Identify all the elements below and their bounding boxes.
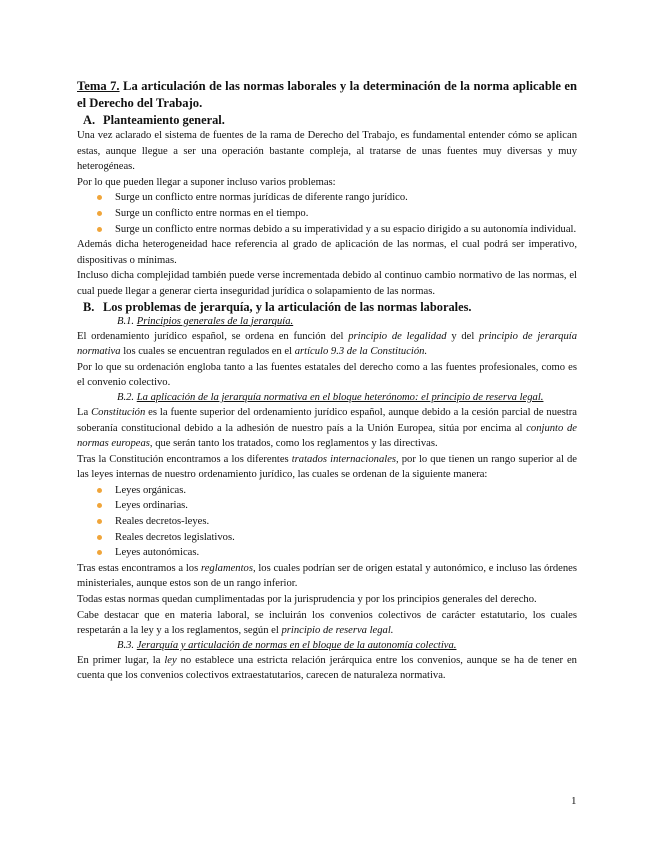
- list-item: [97, 206, 577, 222]
- section-b-title: Los problemas de jerarquía, y la articulación de las normas laborales.: [103, 299, 472, 314]
- bullet-icon: [97, 550, 102, 555]
- text-run: El ordenamiento jurídico español, se ordena en función del: [77, 330, 349, 342]
- subsection-b1-label: B.1.: [117, 315, 135, 327]
- subsection-b1-paragraph-1: [77, 329, 577, 360]
- section-a-bullet-list: [77, 190, 577, 237]
- text-run: no establece una estricta relación jerárquica entre los convenios, aunque se ha de tener en cuenta que los convenios colectivos extraestatutarios, carecen de naturaleza normativa.: [77, 654, 577, 682]
- subsection-b2-title: La aplicación de la jerarquía normativa en el bloque heterónomo: el principio de reserva legal.: [136, 391, 544, 403]
- italic-term: principio de reserva legal.: [281, 625, 394, 637]
- title-prefix: Tema 7.: [77, 79, 120, 93]
- text-run: La: [77, 406, 92, 418]
- italic-term: ley: [164, 654, 177, 666]
- subsection-b1-heading: [77, 315, 577, 329]
- list-item-text: Surge un conflicto entre normas en el tiempo.: [115, 207, 309, 219]
- bullet-icon: [97, 227, 102, 232]
- list-item-text: Reales decretos legislativos.: [115, 531, 235, 543]
- list-item-text: Leyes ordinarias.: [115, 500, 188, 512]
- italic-term: conjunto de normas europeas: [77, 422, 577, 450]
- bullet-icon: [97, 519, 102, 524]
- subsection-b3-label: B.3.: [117, 639, 135, 651]
- list-item: [97, 498, 577, 514]
- bullet-icon: [97, 488, 102, 493]
- text-run: En primer lugar, la: [77, 654, 165, 666]
- subsection-b2-paragraph-2: [77, 452, 577, 483]
- section-a-paragraph-1: Una vez aclarado el sistema de fuentes de la rama de Derecho del Trabajo, es fundamental entender cómo se aplican estas, aunque llegue a ser una operación bastante compleja, al tratarse de unas fuentes muy diversas y muy heterogéneas.: [77, 130, 577, 173]
- italic-term: Constitución: [91, 406, 146, 418]
- section-a-heading: [77, 113, 577, 128]
- section-a-paragraph-2: Por lo que pueden llegar a suponer incluso varios problemas:: [77, 176, 336, 188]
- bullet-icon: [97, 503, 102, 508]
- title-text: La articulación de las normas laborales y la determinación de la norma aplicable en el Derecho del Trabajo.: [77, 79, 578, 110]
- list-item-text: Leyes orgánicas.: [115, 484, 186, 496]
- text-run: por lo que tienen un rango superior al de las leyes internas de nuestro ordenamiento jurídico, las cuales se ordenan de la siguiente manera:: [77, 453, 577, 481]
- list-item: [97, 545, 577, 561]
- section-a-paragraph-4: Incluso dicha complejidad también puede verse incrementada debido al continuo cambio normativo de las normas, el cual puede llegar a generar cierta inseguridad jurídica o solapamiento de las normas.: [77, 270, 577, 297]
- italic-term: principio de jerarquía normativa: [77, 330, 577, 358]
- page-number: 1: [571, 795, 577, 807]
- subsection-b2-paragraph-5: [77, 608, 577, 639]
- list-item-text: Leyes autonómicas.: [115, 547, 200, 559]
- text-run: y del: [446, 330, 480, 342]
- text-run: , los cuales podrían ser de origen estatal y autonómico, e incluso las órdenes ministeriales, aunque estos son de un rango inferior.: [77, 562, 577, 590]
- subsection-b3-paragraph-1: [77, 653, 577, 684]
- bullet-icon: [97, 195, 102, 200]
- subsection-b1-title: Principios generales de la jerarquía.: [136, 315, 294, 327]
- section-b-heading: [77, 300, 577, 315]
- subsection-b2-paragraph-3: [77, 561, 577, 592]
- bullet-icon: [97, 211, 102, 216]
- italic-term: reglamentos: [200, 562, 253, 574]
- text-run: Tras estas encontramos a los: [77, 562, 201, 574]
- text-run: , que serán tanto los tratados, como los reglamentos y las directivas.: [149, 438, 438, 450]
- subsection-b2-heading: [77, 391, 577, 405]
- text-run: Tras la Constitución encontramos a los diferentes: [77, 453, 292, 465]
- section-a-paragraph-3: Además dicha heterogeneidad hace referencia al grado de aplicación de las normas, el cual podrá ser imperativo, dispositivas o mínimas.: [77, 239, 577, 266]
- subsection-b3-title: Jerarquía y articulación de normas en el bloque de la autonomía colectiva.: [136, 639, 457, 651]
- list-item: [97, 483, 577, 499]
- section-b-letter: B.: [83, 299, 95, 314]
- text-run: Cabe destacar que en materia laboral, se incluirán los convenios colectivos de carácter estatutario, los cuales respetarán a la ley y a los reglamentos, según el: [77, 609, 577, 637]
- subsection-b2-paragraph-1: [77, 405, 577, 452]
- subsection-b3-heading: [77, 639, 577, 653]
- subsection-b2-label: B.2.: [117, 391, 135, 403]
- italic-term: artículo 9.3 de la Constitución.: [294, 346, 428, 358]
- subsection-b2-bullet-list: [77, 483, 577, 561]
- italic-term: tratados internacionales,: [291, 453, 399, 465]
- list-item: [97, 190, 577, 206]
- italic-term: principio de legalidad: [348, 330, 447, 342]
- text-run: los cuales se encuentran regulados en el: [120, 346, 295, 358]
- list-item-text: Reales decretos-leyes.: [115, 516, 210, 528]
- text-run: es la fuente superior del ordenamiento jurídico español, aunque debido a la cesión parcial de nuestra soberanía constitucional debido a la adhesión de nuestro país a la Unión Europea, sitúa por encima al: [77, 406, 577, 434]
- document-title: [77, 78, 577, 112]
- section-a-letter: A.: [83, 113, 96, 127]
- list-item: [97, 530, 577, 546]
- bullet-icon: [97, 535, 102, 540]
- subsection-b1-paragraph-2: Por lo que su ordenación engloba tanto a las fuentes estatales del derecho como a las fuentes profesionales, como es el convenio colectivo.: [77, 361, 577, 389]
- list-item-text: Surge un conflicto entre normas jurídicas de diferente rango jurídico.: [115, 192, 408, 204]
- section-a-title: Planteamiento general.: [103, 113, 225, 127]
- document-page: [77, 78, 577, 684]
- list-item-text: Surge un conflicto entre normas debido a su imperatividad y a su espacio dirigido a su autonomía individual.: [115, 223, 577, 235]
- list-item: [97, 222, 577, 238]
- subsection-b2-paragraph-4: Todas estas normas quedan cumplimentadas por la jurisprudencia y por los principios generales del derecho.: [77, 594, 537, 606]
- list-item: [97, 514, 577, 530]
